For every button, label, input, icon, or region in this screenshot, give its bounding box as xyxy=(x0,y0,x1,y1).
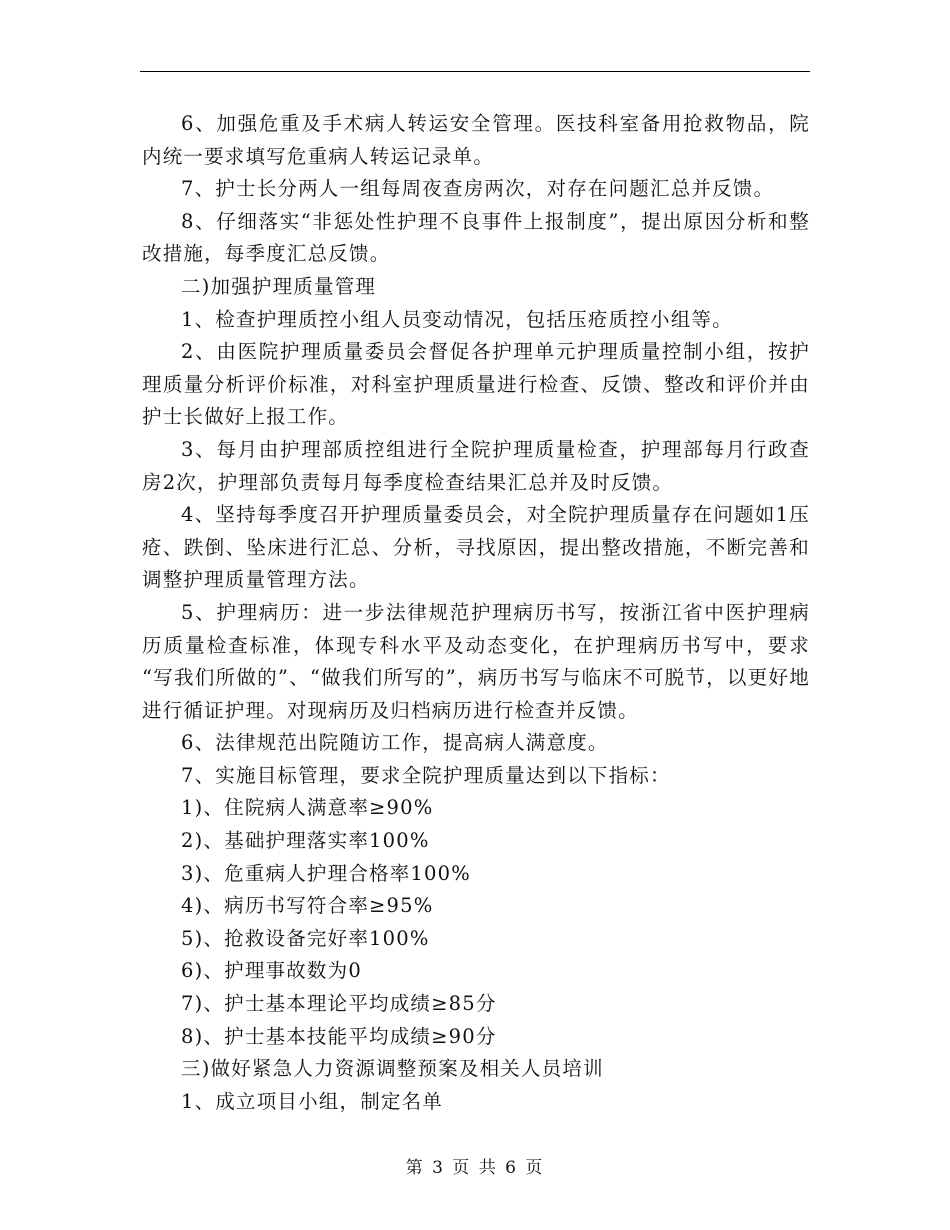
paragraph: 5、护理病历：进一步法律规范护理病历书写，按浙江省中医护理病历质量检查标准，体现专科水平及动态变化，在护理病历书写中，要求 “写我们所做的”、“做我们所写的”，病历书写与临床不可脱节，以更好地进行循证护理。对现病历及归档病历进行检查并反馈。 xyxy=(142,600,810,722)
target-item: 7)、护士基本理论平均成绩≥85分 xyxy=(181,992,497,1016)
header-rule xyxy=(140,71,810,72)
paragraph: 1、检查护理质控小组人员变动情况，包括压疮质控小组等。 xyxy=(181,307,733,331)
target-item: 3)、危重病人护理合格率100% xyxy=(181,861,471,885)
document-body xyxy=(142,108,810,1118)
paragraph: 7、护士长分两人一组每周夜查房两次，对存在问题汇总并反馈。 xyxy=(181,177,775,201)
paragraph: 3、每月由护理部质控组进行全院护理质量检查，护理部每月行政查房2次，护理部负责每月每季度检查结果汇总并及时反馈。 xyxy=(142,437,810,494)
paragraph: 7、实施目标管理，要求全院护理质量达到以下指标： xyxy=(181,763,671,787)
paragraph: 8、仔细落实“非惩处性护理不良事件上报制度”，提出原因分析和整改措施，每季度汇总反馈。 xyxy=(142,209,810,266)
section-heading: 三)做好紧急人力资源调整预案及相关人员培训 xyxy=(181,1057,604,1081)
paragraph: 4、坚持每季度召开护理质量委员会，对全院护理质量存在问题如1压疮、跌倒、坠床进行汇总、分析，寻找原因，提出整改措施，不断完善和调整护理质量管理方法。 xyxy=(142,503,810,592)
paragraph: 6、加强危重及手术病人转运安全管理。医技科室备用抢救物品，院内统一要求填写危重病人转运记录单。 xyxy=(142,112,810,168)
section-heading: 二)加强护理质量管理 xyxy=(181,274,377,298)
target-item: 8)、护士基本技能平均成绩≥90分 xyxy=(181,1024,497,1048)
paragraph: 2、由医院护理质量委员会督促各护理单元护理质量控制小组，按护理质量分析评价标准，对科室护理质量进行检查、反馈、整改和评价并由护士长做好上报工作。 xyxy=(142,340,810,429)
paragraph: 1、成立项目小组，制定名单 xyxy=(181,1089,444,1113)
target-item: 4)、病历书写符合率≥95% xyxy=(181,894,434,918)
target-item: 5)、抢救设备完好率100% xyxy=(181,926,430,950)
target-item: 1)、住院病人满意率≥90% xyxy=(181,796,434,820)
target-item: 2)、基础护理落实率100% xyxy=(181,829,430,853)
paragraph: 6、法律规范出院随访工作，提高病人满意度。 xyxy=(181,731,609,755)
page-footer: 第 3 页 共 6 页 xyxy=(405,1158,545,1178)
target-item: 6)、护理事故数为0 xyxy=(181,959,362,983)
